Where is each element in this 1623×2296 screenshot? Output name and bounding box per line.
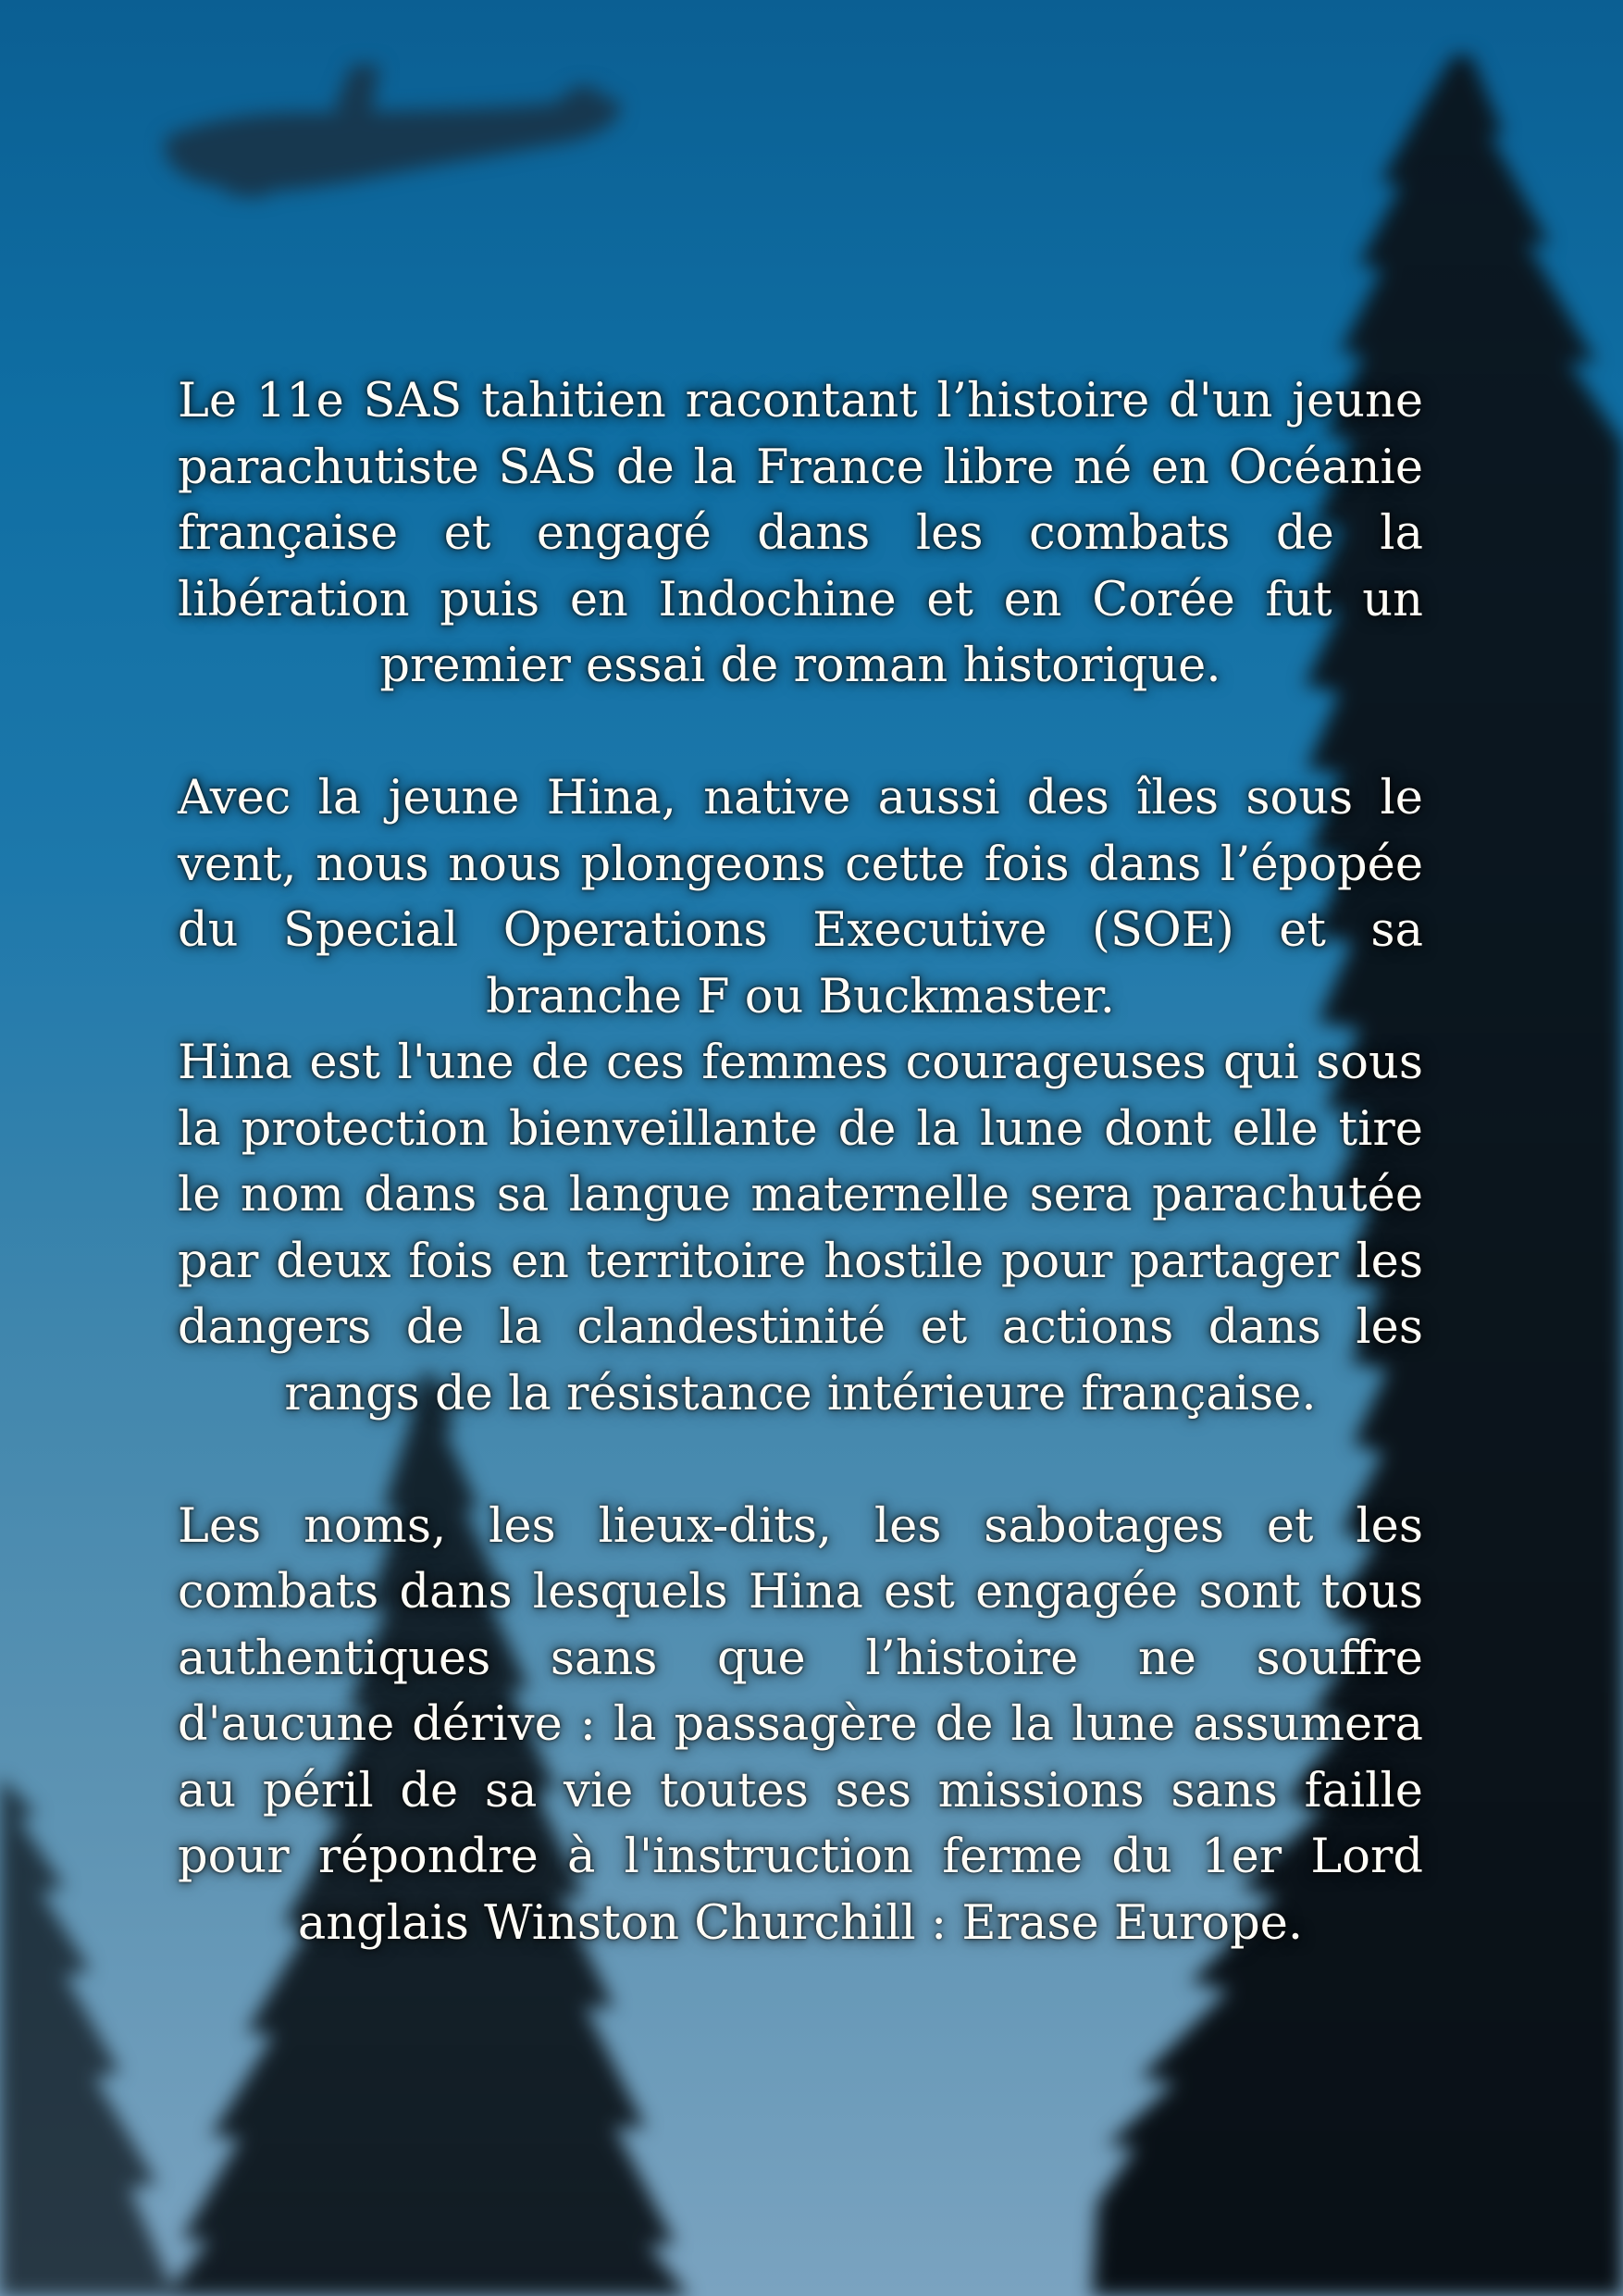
paragraph-4: Les noms, les lieux-dits, les sabotages et les combats dans lesquels Hina est engagée sont tous authentiques sans que l’histoire ne souffre d'aucune dérive : la passagère de la lune assumera au péril de sa vie toutes ses missions sans faille pour répondre à l'instruction ferme du 1er Lord anglais Winston Churchill : Erase Europe. bbox=[178, 1498, 1423, 1951]
paragraph-1: Le 11e SAS tahitien racontant l’histoire d'un jeune parachutiste SAS de la France libre né en Océanie française et engagé dans les combats de la libération puis en Indochine et en Corée fut un premier essai de roman historique. bbox=[178, 374, 1423, 693]
paragraph-3: Hina est l'une de ces femmes courageuses qui sous la protection bienveillante de la lune dont elle tire le nom dans sa langue maternelle sera parachutée par deux fois en territoire hostile pour partager les dangers de la clandestinité et actions dans les rangs de la résistance intérieure française. bbox=[178, 1036, 1423, 1421]
paragraph-2: Avec la jeune Hina, native aussi des îles sous le vent, nous nous plongeons cette fois dans l’épopée du Special Operations Executive (SOE) et sa branche F ou Buckmaster. bbox=[178, 771, 1423, 1024]
airplane-silhouette-icon bbox=[165, 65, 620, 198]
paragraph-spacer bbox=[178, 700, 1423, 766]
paragraph-spacer bbox=[178, 1427, 1423, 1494]
pine-tree-silhouette-icon bbox=[0, 1777, 176, 2296]
back-cover-text bbox=[178, 368, 1423, 1956]
